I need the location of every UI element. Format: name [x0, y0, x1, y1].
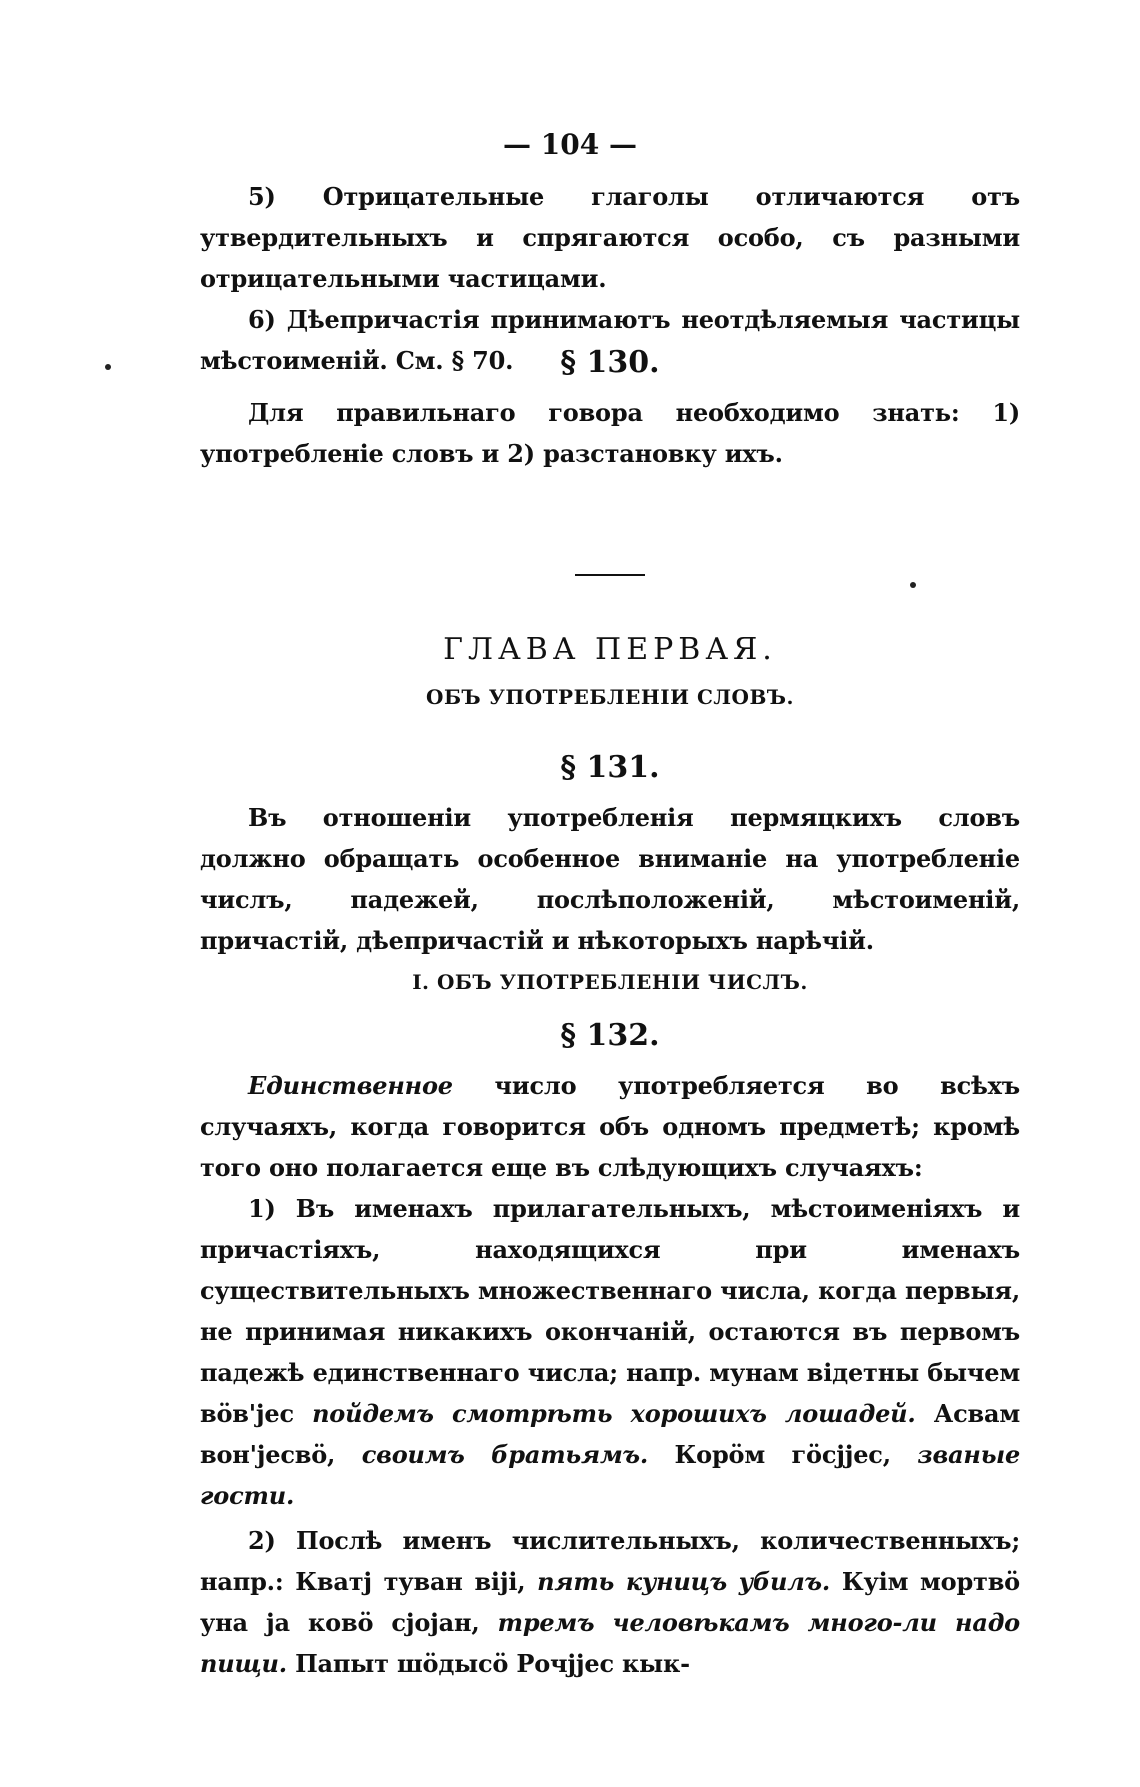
section-132-intro — [200, 1065, 1020, 1188]
chapter-heading — [200, 632, 1020, 709]
ink-speck — [105, 364, 111, 370]
chapter-subtitle: ОБЪ УПОТРЕБЛЕНІИ СЛОВЪ. — [426, 685, 794, 709]
case-2-example-1: пять куницъ убилъ. — [537, 1567, 831, 1596]
case-1-example-2: своимъ братьямъ. — [361, 1440, 648, 1469]
chapter-title: ГЛАВА ПЕРВАЯ. — [443, 632, 777, 667]
page-number: — 104 — — [503, 128, 637, 161]
case-2 — [200, 1520, 1020, 1684]
case-1-example-3: званые гости. — [200, 1440, 1021, 1510]
item-6: 6) Дѣепричастія принимаютъ неотдѣляемыя частицы мѣстоименій. См. § 70. — [200, 305, 1020, 375]
section-132 — [200, 1018, 1020, 1684]
item-5: 5) Отрицательные глаголы отличаются отъ утвердительныхъ и спрягаются особо, съ разными отрицательными частицами. — [200, 182, 1020, 293]
case-2-example-2: тремъ человѣкамъ много-ли надо пищи. — [200, 1608, 1020, 1678]
section-130-heading: § 130. — [560, 345, 660, 380]
case-2-text: 2) Послѣ именъ числительныхъ, количественныхъ; напр.: Кватj туван вiji, — [200, 1526, 1020, 1596]
ink-speck — [910, 582, 916, 588]
part-1-heading — [200, 970, 1020, 994]
term-singular: Единственное — [248, 1071, 453, 1100]
case-1-example-1: пойдемъ смотрѣть хорошихъ лошадей. — [312, 1399, 916, 1428]
case-2-mid: Куiм мортвӧ уна ja ковӧ сjojан, — [200, 1567, 1020, 1637]
section-131-text: Въ отношеніи употребленія пермяцкихъ словъ должно обращать особенное вниманіе на употребленіе числъ, падежей, послѣположеній, мѣстоименій, причастій, дѣепричастій и нѣкоторыхъ нарѣчій. — [200, 803, 1020, 955]
case-1-text: 1) Въ именахъ прилагательныхъ, мѣстоименіяхъ и причастіяхъ, находящихся при именахъ существительныхъ множественнаго числа, когда первыя, не принимая никакихъ окончаній, остаются въ первомъ падежѣ единственнаго числа; напр. мунам вiдетны бычем вӧв'jес — [200, 1194, 1020, 1428]
part-1-subtitle: I. ОБЪ УПОТРЕБЛЕНІИ ЧИСЛЪ. — [412, 970, 808, 994]
section-132-intro-text: число употребляется во всѣхъ случаяхъ, когда говорится объ одномъ предметѣ; кромѣ того оно полагается еще въ слѣдующихъ случаяхъ: — [200, 1071, 1020, 1182]
case-1 — [200, 1188, 1020, 1516]
section-130-text: Для правильнаго говора необходимо знать: 1) употребленіе словъ и 2) разстановку ихъ. — [200, 398, 1020, 468]
case-2-end: Папыт шӧдысӧ Рочjjес кык- — [286, 1649, 690, 1678]
case-1-mid: Асвам вон'jесвӧ, — [200, 1399, 1020, 1469]
section-132-heading: § 132. — [560, 1018, 660, 1053]
section-131 — [200, 750, 1020, 961]
section-131-heading: § 131. — [560, 750, 660, 785]
case-1-mid-2: Корӧм гӧсjjес, — [647, 1440, 918, 1469]
section-divider — [575, 574, 645, 576]
section-130 — [200, 345, 1020, 474]
